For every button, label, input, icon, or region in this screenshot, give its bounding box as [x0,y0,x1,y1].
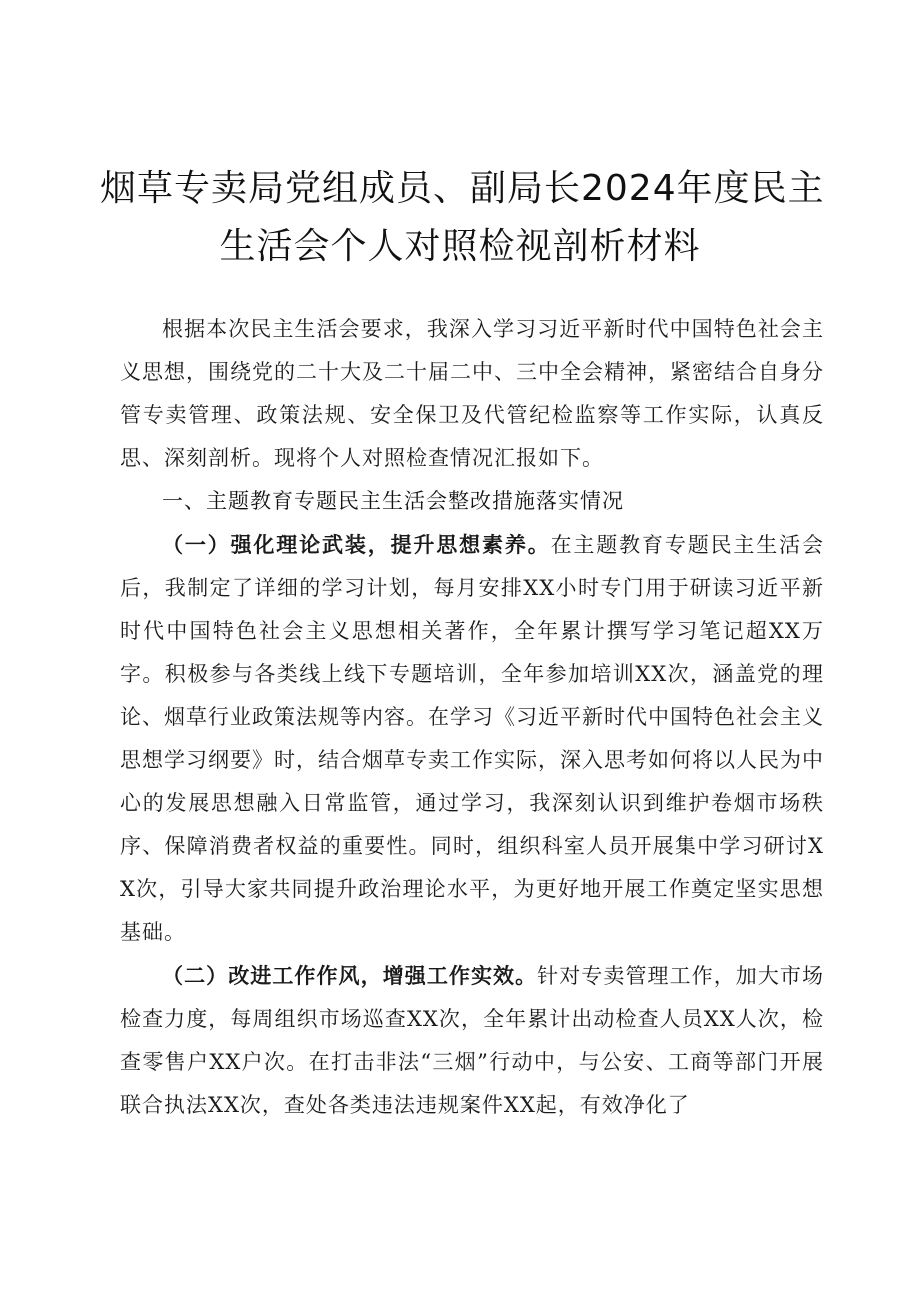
section-heading: 一、主题教育专题民主生活会整改措施落实情况 [162,489,624,513]
document-body [120,308,824,1127]
subsection-text-2: 针对专卖管理工作，加大市场检查力度，每周组织市场巡查XX次，全年累计出动检查人员XX人次，检查零售户XX户次。在打击非法“三烟”行动中，与公安、工商等部门开展联合执法XX次，查处各类违法违规案件XX起，有效净化了 [120,964,824,1117]
subsection-paragraph-1 [120,523,824,954]
title-line-1: 烟草专卖局党组成员、副局长2024年度民主 [100,168,825,209]
subsection-paragraph-2 [120,954,824,1127]
document-title [100,160,825,276]
title-line-2: 生活会个人对照检视剖析材料 [219,226,701,267]
subsection-heading-1: （一）强化理论武装，提升思想素养。 [162,532,551,557]
intro-paragraph: 根据本次民主生活会要求，我深入学习习近平新时代中国特色社会主义思想，围绕党的二十大及二十届二中、三中全会精神，紧密结合自身分管专卖管理、政策法规、安全保卫及代管纪检监察等工作实际，认真反思、深刻剖析。现将个人对照检查情况汇报如下。 [120,317,824,470]
subsection-heading-2: （二）改进工作作风，增强工作实效。 [162,963,538,988]
subsection-text-1: 在主题教育专题民主生活会后，我制定了详细的学习计划，每月安排XX小时专门用于研读习近平新时代中国特色社会主义思想相关著作，全年累计撰写学习笔记超XX万字。积极参与各类线上线下专题培训，全年参加培训XX次，涵盖党的理论、烟草行业政策法规等内容。在学习《习近平新时代中国特色社会主义思想学习纲要》时，结合烟草专卖工作实际，深入思考如何将以人民为中心的发展思想融入日常监管，通过学习，我深刻认识到维护卷烟市场秩序、保障消费者权益的重要性。同时，组织科室人员开展集中学习研讨XX次，引导大家共同提升政治理论水平，为更好地开展工作奠定坚实思想基础。 [120,533,825,944]
